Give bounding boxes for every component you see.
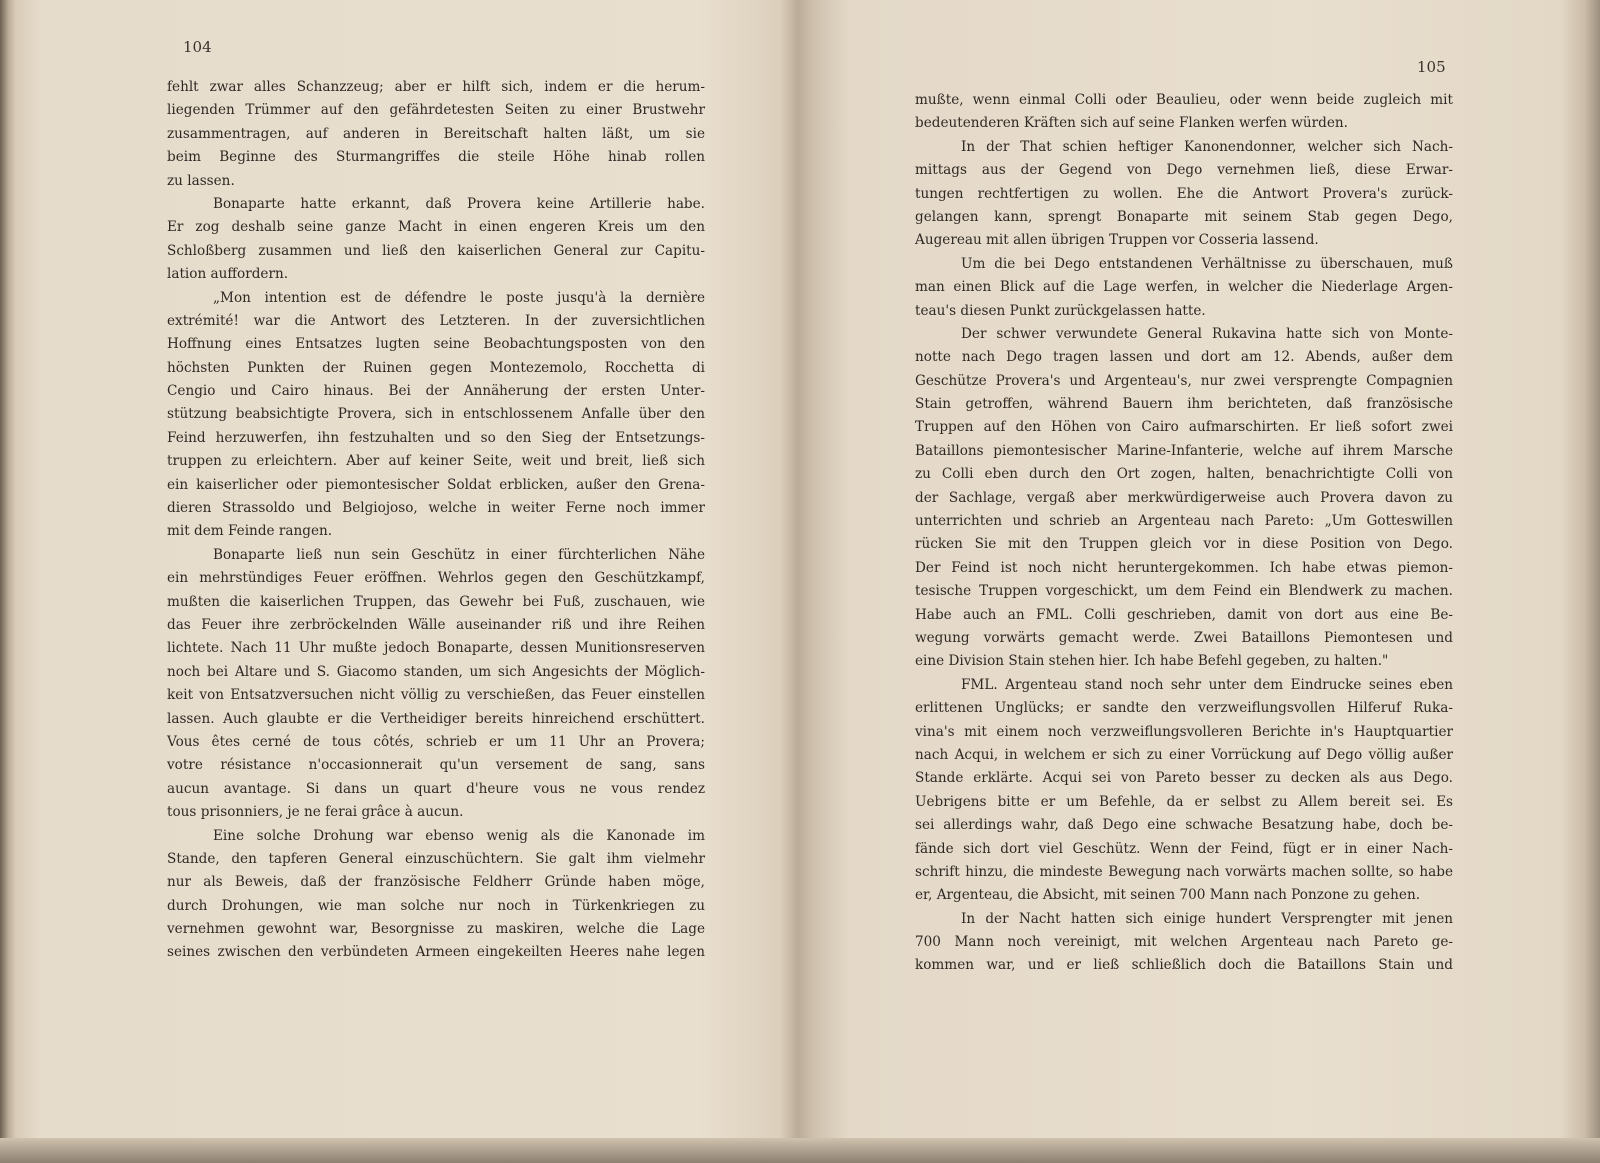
text-line: unterrichten und schrieb an Argenteau nach Pareto: „Um Gotteswillen xyxy=(915,513,1453,530)
text-line: mußte, wenn einmal Colli oder Beaulieu, oder wenn beide zugleich mit xyxy=(915,92,1453,108)
paragraph xyxy=(915,674,1453,908)
text-line: nach Acqui, in welchem er sich zu einer Vorrückung auf Dego völlig außer xyxy=(915,746,1453,763)
text-line: Feind herzuwerfen, ihn festzuhalten und so den Sieg der Entsetzungs- xyxy=(167,429,705,446)
page-text xyxy=(915,89,1453,978)
text-line: votre résistance n'occasionnerait qu'un versement de sang, sans xyxy=(167,757,705,774)
text-line: mit dem Feinde rangen. xyxy=(167,523,333,540)
text-line: Bonaparte hatte erkannt, daß Provera keine Artillerie habe. xyxy=(213,195,705,212)
text-line: truppen zu erleichtern. Aber auf keiner Seite, weit und breit, ließ sich xyxy=(167,453,705,470)
paragraph xyxy=(915,908,1453,978)
text-line: Augereau mit allen übrigen Truppen vor Cosseria lassend. xyxy=(915,232,1319,249)
text-line: rücken Sie mit den Truppen gleich vor in diese Position von Dego. xyxy=(915,536,1453,553)
text-line: tous prisonniers, je ne ferai grâce à aucun. xyxy=(167,804,464,821)
text-line: schrift hinzu, die mindeste Bewegung nach vorwärts machen sollte, so habe xyxy=(915,863,1453,880)
text-line: sei allerdings wahr, daß Dego eine schwache Besatzung habe, doch be- xyxy=(915,817,1453,834)
text-line: Stande, den tapferen General einzuschüchtern. Sie galt ihm vielmehr xyxy=(167,850,705,867)
text-line: Er zog deshalb seine ganze Macht in einen engeren Kreis um den xyxy=(167,219,705,236)
text-line: fehlt zwar alles Schanzzeug; aber er hilft sich, indem er die herum- xyxy=(167,79,705,95)
text-line: der Sachlage, vergaß aber merkwürdigerweise auch Provera davon zu xyxy=(915,489,1453,506)
text-line: kommen war, und er ließ schließlich doch die Bataillons Stain und xyxy=(915,957,1453,974)
paragraph xyxy=(915,136,1453,253)
right-page xyxy=(805,0,1575,1138)
text-line: tesische Truppen vorgeschickt, um dem Feind ein Blendwerk zu machen. xyxy=(915,583,1453,600)
text-line: man einen Blick auf die Lage werfen, in welcher die Niederlage Argen- xyxy=(915,279,1453,296)
text-line: Cengio und Cairo hinaus. Bei der Annäherung der ersten Unter- xyxy=(167,383,705,400)
text-line: Hoffnung eines Entsatzes lugten seine Beobachtungsposten von den xyxy=(167,336,705,353)
text-line: mußten die kaiserlichen Truppen, das Gewehr bei Fuß, zuschauen, wie xyxy=(167,593,705,610)
paragraph xyxy=(915,89,1453,136)
text-line: 700 Mann noch vereinigt, mit welchen Argenteau nach Pareto ge- xyxy=(915,934,1453,951)
page-text xyxy=(167,76,705,965)
text-line: liegenden Trümmer auf den gefährdetesten Seiten zu einer Brustwehr xyxy=(167,102,705,119)
text-line: keit von Entsatzversuchen nicht völlig zu verschießen, das Feuer einstellen xyxy=(167,687,705,704)
paragraph xyxy=(915,323,1453,674)
text-line: bedeutenderen Kräften sich auf seine Flanken werfen würden. xyxy=(915,115,1349,132)
text-line: Um die bei Dego entstandenen Verhältnisse zu überschauen, muß xyxy=(961,255,1453,272)
text-line: dieren Strassoldo und Belgiojoso, welche in weiter Ferne noch immer xyxy=(167,500,705,517)
text-line: lichtete. Nach 11 Uhr mußte jedoch Bonaparte, dessen Munitionsreserven xyxy=(167,640,705,657)
text-line: nur als Beweis, daß der französische Feldherr Gründe haben möge, xyxy=(167,874,705,891)
text-line: beim Beginne des Sturmangriffes die steile Höhe hinab rollen xyxy=(167,149,705,166)
text-line: lassen. Auch glaubte er die Vertheidiger bereits hinreichend erschüttert. xyxy=(167,710,705,727)
text-line: eine Division Stain stehen hier. Ich habe Befehl gegeben, zu halten." xyxy=(915,653,1389,670)
text-line: Schloßberg zusammen und ließ den kaiserlichen General zur Capitu- xyxy=(167,242,705,259)
text-line: teau's diesen Punkt zurückgelassen hatte. xyxy=(915,302,1206,319)
text-line: Der schwer verwundete General Rukavina hatte sich von Monte- xyxy=(961,325,1453,342)
text-line: Truppen auf den Höhen von Cairo aufmarschirten. Er ließ sofort zwei xyxy=(915,419,1453,436)
text-line: noch bei Altare und S. Giacomo standen, um sich Angesichts der Möglich- xyxy=(167,663,705,680)
text-line: notte nach Dego tragen lassen und dort am 12. Abends, außer dem xyxy=(915,349,1453,366)
text-line: Eine solche Drohung war ebenso wenig als die Kanonade im xyxy=(213,827,705,844)
paragraph xyxy=(167,193,705,287)
page-number: 105 xyxy=(1417,58,1446,76)
text-line: vina's mit einem noch verzweiflungsvolleren Berichte in's Hauptquartier xyxy=(915,723,1453,740)
text-line: Stain getroffen, während Bauern ihm berichteten, daß französische xyxy=(915,396,1453,413)
text-line: fände sich dort viel Geschütz. Wenn der Feind, fügt er in einer Nach- xyxy=(915,840,1453,857)
left-page xyxy=(20,0,795,1138)
text-line: lation auffordern. xyxy=(167,266,289,283)
text-line: er, Argenteau, die Absicht, mit seinen 700 Mann nach Ponzone zu gehen. xyxy=(915,887,1421,904)
paragraph xyxy=(167,544,705,825)
page-number: 104 xyxy=(183,38,212,56)
text-line: Habe auch an FML. Colli geschrieben, damit von dort aus eine Be- xyxy=(915,606,1453,623)
text-line: das Feuer ihre zerbröckelnden Wälle auseinander riß und ihre Reihen xyxy=(167,616,705,633)
text-line: ein kaiserlicher oder piemontesischer Soldat erblicken, außer den Grena- xyxy=(167,476,705,493)
text-line: FML. Argenteau stand noch sehr unter dem Eindrucke seines eben xyxy=(961,676,1453,693)
paragraph xyxy=(167,287,705,544)
text-line: erlittenen Unglücks; er sandte den verzweiflungsvollen Hilferuf Ruka- xyxy=(915,700,1453,717)
text-line: Bataillons piemontesischer Marine-Infanterie, welche auf ihrem Marsche xyxy=(915,442,1453,459)
text-line: „Mon intention est de défendre le poste jusqu'à la dernière xyxy=(213,289,705,306)
text-line: aucun avantage. Si dans un quart d'heure vous ne vous rendez xyxy=(167,780,705,797)
text-line: zu lassen. xyxy=(167,172,235,189)
book-edge xyxy=(0,1138,1600,1163)
text-line: stützung beabsichtigte Provera, sich in entschlossenem Anfalle über den xyxy=(167,406,705,423)
text-line: mittags aus der Gegend von Dego vernehmen ließ, diese Erwar- xyxy=(915,162,1453,179)
text-line: durch Drohungen, wie man solche nur noch in Türkenkriegen zu xyxy=(167,897,705,914)
text-line: zu Colli eben durch den Ort zogen, halten, benachrichtigte Colli von xyxy=(915,466,1453,483)
text-line: Stande erklärte. Acqui sei von Pareto besser zu decken als aus Dego. xyxy=(915,770,1453,787)
text-line: Vous êtes cerné de tous côtés, schrieb er um 11 Uhr an Provera; xyxy=(167,733,705,750)
text-line: Bonaparte ließ nun sein Geschütz in einer fürchterlichen Nähe xyxy=(213,546,705,563)
text-line: Der Feind ist noch nicht heruntergekommen. Ich habe etwas piemon- xyxy=(915,559,1453,576)
paragraph xyxy=(167,76,705,193)
text-line: zusammentragen, auf anderen in Bereitschaft halten läßt, um sie xyxy=(167,125,705,142)
text-line: tungen rechtfertigen zu wollen. Ehe die Antwort Provera's zurück- xyxy=(915,185,1453,202)
text-line: extrémité! war die Antwort des Letzteren. In der zuversichtlichen xyxy=(167,312,705,329)
text-line: seines zwischen den verbündeten Armeen eingekeilten Heeres nahe legen xyxy=(167,944,705,961)
text-line: Uebrigens bitte er um Befehle, da er selbst zu Allem bereit sei. Es xyxy=(915,793,1453,810)
text-line: wegung vorwärts gemacht werde. Zwei Bataillons Piemontesen und xyxy=(915,629,1453,646)
text-line: In der That schien heftiger Kanonendonner, welcher sich Nach- xyxy=(961,138,1453,155)
paragraph xyxy=(915,253,1453,323)
text-line: ein mehrstündiges Feuer eröffnen. Wehrlos gegen den Geschützkampf, xyxy=(167,570,705,587)
text-line: Geschütze Provera's und Argenteau's, nur zwei versprengte Compagnien xyxy=(915,372,1453,389)
text-line: vernehmen gewohnt war, Besorgnisse zu maskiren, welche die Lage xyxy=(167,921,705,938)
text-line: In der Nacht hatten sich einige hundert Versprengter mit jenen xyxy=(961,910,1453,927)
paragraph xyxy=(167,825,705,965)
text-line: höchsten Punkten der Ruinen gegen Montezemolo, Rocchetta di xyxy=(167,359,705,376)
text-line: gelangen kann, sprengt Bonaparte mit seinem Stab gegen Dego, xyxy=(915,208,1453,225)
